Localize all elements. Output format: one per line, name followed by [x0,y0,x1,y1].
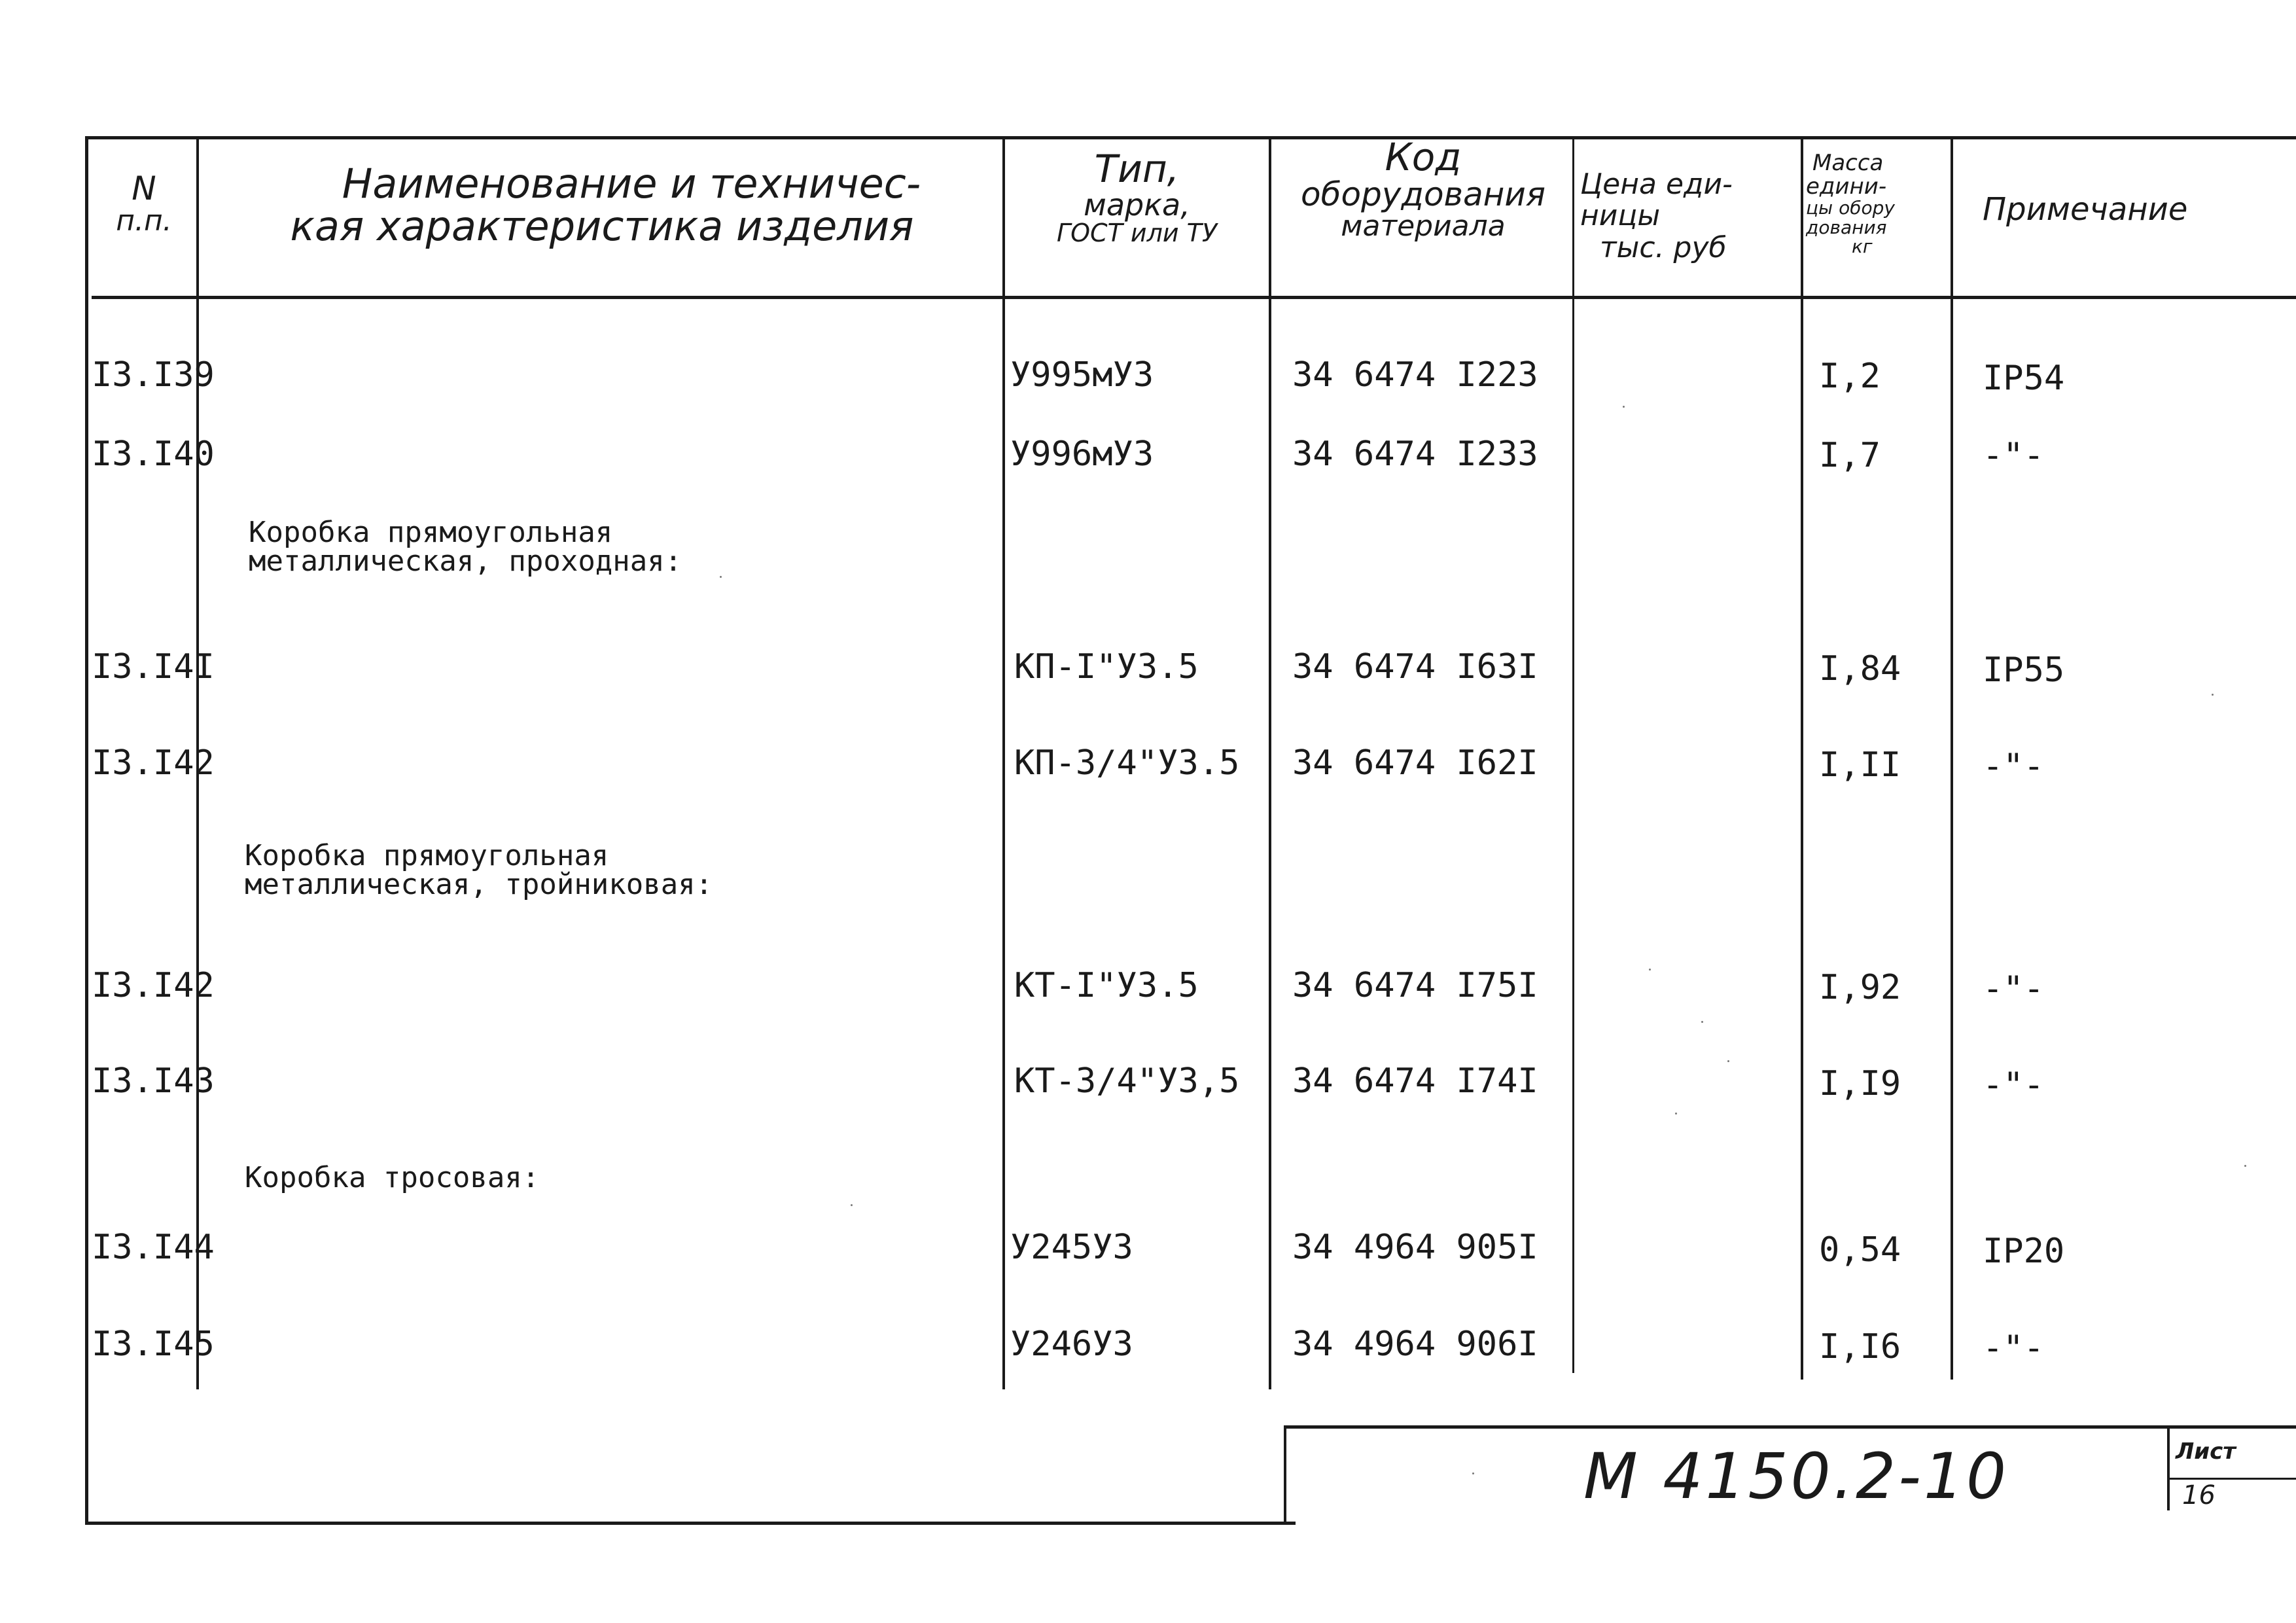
sheet-number: 16 [2182,1480,2216,1510]
scan-speck [1727,1060,1729,1062]
scan-speck [1649,969,1651,971]
section-heading: Коробка тросовая: [245,1161,540,1194]
section-heading: Коробка прямоугольная металлическая, проходная: [249,516,682,578]
row-note: IP54 [1983,359,2065,398]
row-code: 34 6474 I74I [1292,1061,1538,1101]
scan-speck [1472,1472,1474,1474]
row-code: 34 6474 I75I [1292,966,1538,1005]
row-mass: 0,54 [1819,1230,1901,1270]
row-num: I3.I42 [92,743,215,783]
row-type: У245У3 [1010,1228,1133,1267]
section-heading: Коробка прямоугольная металлическая, тройниковая: [245,839,713,901]
row-mass: I,92 [1819,968,1901,1007]
row-num: I3.I42 [92,966,215,1005]
stamp-sheet-hline [2167,1478,2296,1480]
col-divider-6 [1951,136,1953,1380]
row-note: -"- [1983,1065,2044,1105]
row-note: -"- [1983,969,2044,1008]
row-mass: I,84 [1819,649,1901,688]
scan-speck [851,1204,853,1206]
col-divider-2 [1002,136,1005,1389]
scan-speck [1701,1021,1703,1023]
row-type: КТ-3/4"У3,5 [1014,1061,1240,1101]
row-mass: I,7 [1819,436,1881,475]
row-type: КТ-I"У3.5 [1014,966,1199,1005]
stamp-sheet-divider [2167,1425,2170,1510]
header-mass: Масса едини- цы обору дования кг [1806,150,1895,258]
row-code: 34 6474 I63I [1292,647,1538,687]
document-code: М 4150.2-10 [1583,1440,2009,1513]
row-note: -"- [1983,1329,2044,1368]
row-code: 34 6474 I233 [1292,435,1538,474]
row-num: I3.I45 [92,1325,215,1364]
col-divider-4 [1572,136,1574,1373]
col-divider-5 [1801,136,1803,1380]
scan-speck [2244,1165,2246,1167]
row-note: -"- [1983,747,2044,786]
header-num: N п.п. [116,169,172,238]
header-price: Цена еди- ницы тыс. руб [1580,168,1733,264]
row-num: I3.I4I [92,647,215,687]
header-bottom-border [92,296,2296,299]
header-name: Наименование и техничес- кая характеристика изделия [290,160,921,251]
row-num: I3.I40 [92,435,215,474]
row-code: 34 4964 906I [1292,1325,1538,1364]
header-note: Примечание [1983,191,2188,228]
row-code: 34 6474 I62I [1292,743,1538,783]
row-type: У246У3 [1010,1325,1133,1364]
row-note: IP55 [1983,651,2065,690]
header-type: Тип, марка, ГОСТ или ТУ [1056,147,1218,248]
col-divider-3 [1269,136,1271,1389]
row-num: I3.I43 [92,1061,215,1101]
row-code: 34 6474 I223 [1292,355,1538,395]
table-left-border [85,136,88,1525]
stamp-top-border [1286,1425,2296,1429]
row-type: У996мУ3 [1010,435,1154,474]
sheet-label: Лист [2176,1438,2236,1465]
row-note: IP20 [1983,1232,2065,1271]
table-bottom-border [85,1522,1296,1525]
row-num: I3.I44 [92,1228,215,1267]
row-mass: I,I6 [1819,1327,1901,1366]
row-mass: I,II [1819,745,1901,785]
header-code: Код оборудования материала [1301,135,1545,243]
row-type: У995мУ3 [1010,355,1154,395]
scan-speck [1623,406,1625,408]
stamp-left-border [1284,1425,1286,1525]
scan-speck [1675,1113,1677,1115]
row-num: I3.I39 [92,355,215,395]
row-type: КП-I"У3.5 [1014,647,1199,687]
row-code: 34 4964 905I [1292,1228,1538,1267]
row-mass: I,I9 [1819,1064,1901,1103]
row-mass: I,2 [1819,357,1881,396]
row-type: КП-3/4"У3.5 [1014,743,1240,783]
scan-speck [720,576,722,578]
row-note: -"- [1983,436,2044,475]
scan-speck [2212,694,2214,696]
table-top-border [85,136,2296,139]
